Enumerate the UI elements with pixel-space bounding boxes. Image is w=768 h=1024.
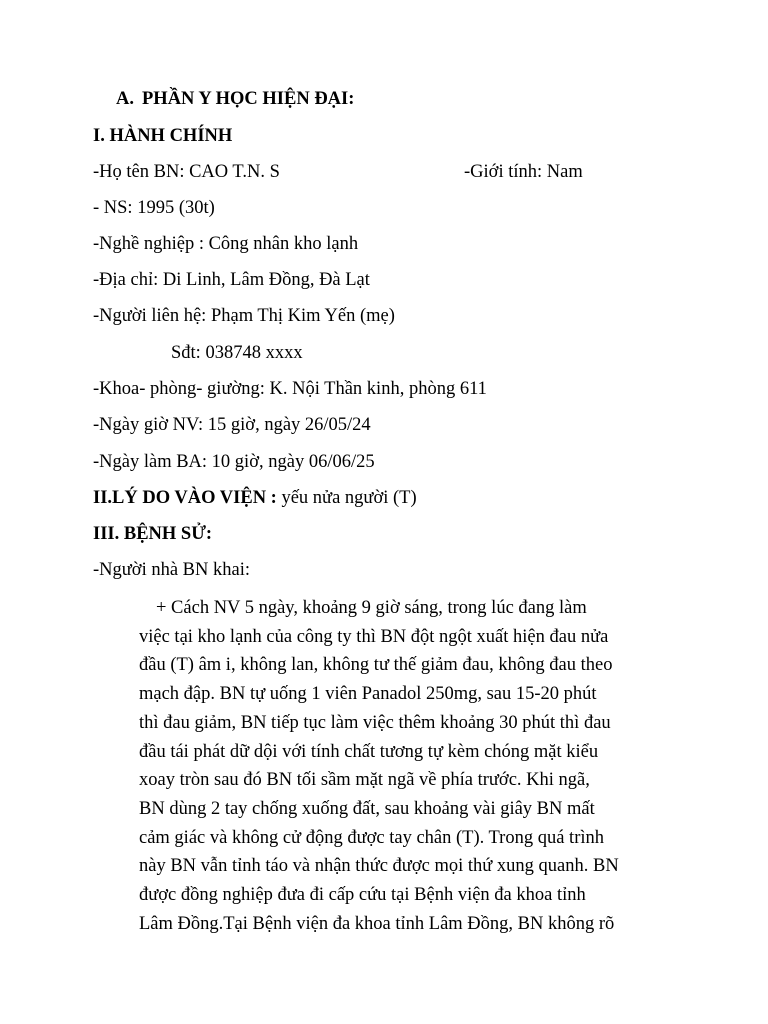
history-line: việc tại kho lạnh của công ty thì BN đột ngột xuất hiện đau nửa xyxy=(139,626,609,647)
admission-reason: yếu nửa người (T) xyxy=(281,488,417,508)
history-line: đầu tái phát dữ dội với tính chất tương tự kèm chóng mặt kiểu xyxy=(139,741,599,762)
history-line: thì đau giảm, BN tiếp tục làm việc thêm khoảng 30 phút thì đau xyxy=(139,712,611,733)
patient-ward: -Khoa- phòng- giường: K. Nội Thần kinh, phòng 611 xyxy=(93,379,487,399)
contact-phone: Sđt: 038748 xxxx xyxy=(171,343,303,363)
section-3-heading: III. BỆNH SỬ: xyxy=(93,524,213,544)
section-a-number: A. xyxy=(116,89,134,109)
history-line: này BN vẫn tỉnh táo và nhận thức được mọi thứ xung quanh. BN xyxy=(139,856,619,877)
history-line: Lâm Đồng.Tại Bệnh viện đa khoa tỉnh Lâm Đồng, BN không rõ xyxy=(139,913,615,934)
history-line: mạch đập. BN tự uống 1 viên Panadol 250mg, sau 15-20 phút xyxy=(139,684,597,705)
section-a-title: PHẦN Y HỌC HIỆN ĐẠI: xyxy=(142,89,355,109)
history-line: đầu (T) âm i, không lan, không tư thế giảm đau, không đau theo xyxy=(139,655,613,676)
admin-name-row xyxy=(93,161,583,183)
informant-line: -Người nhà BN khai: xyxy=(93,560,250,580)
patient-contact: -Người liên hệ: Phạm Thị Kim Yến (mẹ) xyxy=(93,306,395,326)
section-2-heading: II.LÝ DO VÀO VIỆN : xyxy=(93,488,282,508)
patient-name: -Họ tên BN: CAO T.N. S xyxy=(93,162,280,182)
history-line: xoay tròn sau đó BN tối sầm mặt ngã về phía trước. Khi ngã, xyxy=(139,770,590,791)
patient-job: -Nghề nghiệp : Công nhân kho lạnh xyxy=(93,234,359,254)
section-2-row xyxy=(93,487,417,509)
history-line: + Cách NV 5 ngày, khoảng 9 giờ sáng, trong lúc đang làm xyxy=(156,598,587,618)
admission-time: -Ngày giờ NV: 15 giờ, ngày 26/05/24 xyxy=(93,415,371,435)
section-a-heading xyxy=(116,88,354,110)
record-date: -Ngày làm BA: 10 giờ, ngày 06/06/25 xyxy=(93,452,375,472)
patient-gender: -Giới tính: Nam xyxy=(464,162,583,182)
history-line: BN dùng 2 tay chống xuống đất, sau khoảng vài giây BN mất xyxy=(139,798,595,819)
history-line: cảm giác và không cử động được tay chân (T). Trong quá trình xyxy=(139,827,604,848)
patient-dob: - NS: 1995 (30t) xyxy=(93,198,215,218)
patient-address: -Địa chỉ: Di Linh, Lâm Đồng, Đà Lạt xyxy=(93,270,370,290)
history-line: được đồng nghiệp đưa đi cấp cứu tại Bệnh viện đa khoa tỉnh xyxy=(139,885,586,906)
history-paragraph xyxy=(139,594,699,938)
section-1-heading: I. HÀNH CHÍNH xyxy=(93,126,233,146)
